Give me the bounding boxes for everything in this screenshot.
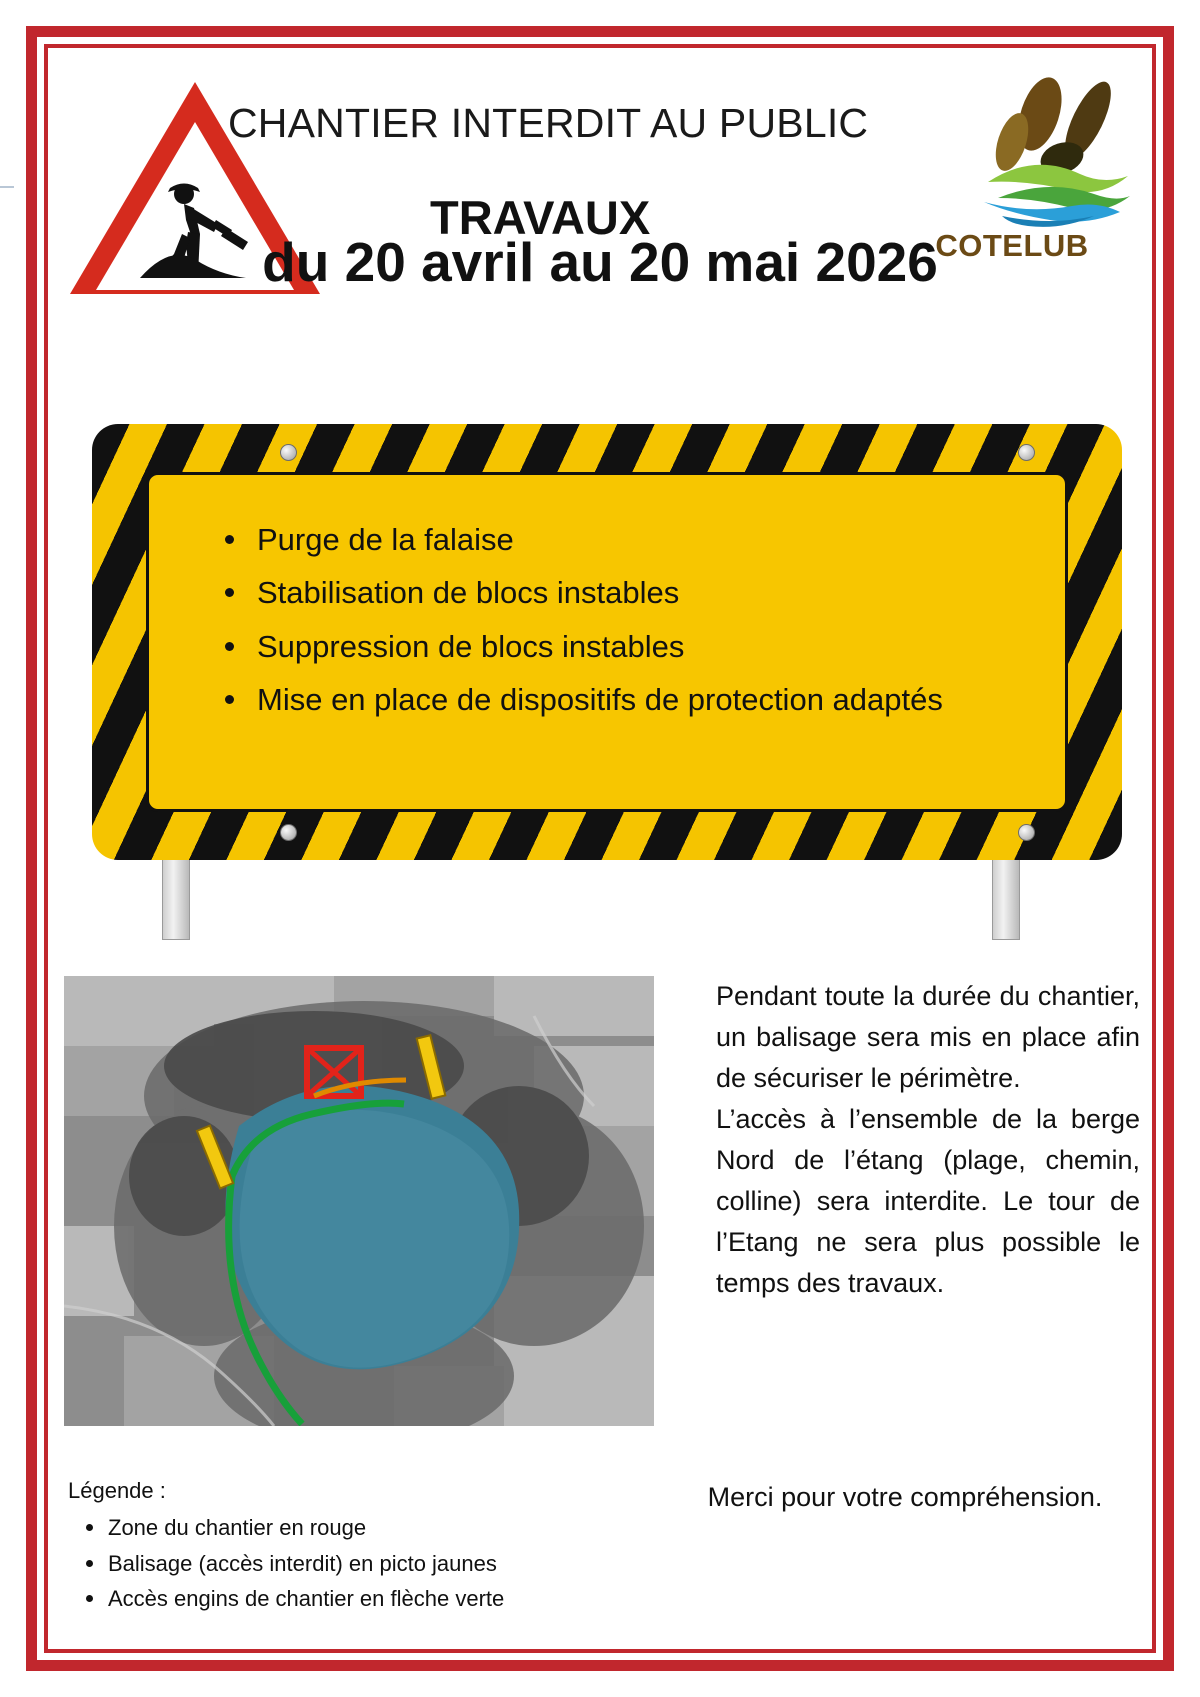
page-title-line1: CHANTIER INTERDIT AU PUBLIC [228,100,869,146]
list-item: Purge de la falaise [257,513,1017,566]
cotelub-logo-text: COTELUB [935,228,1089,263]
cotelub-logo-mark-icon [892,72,1132,232]
hazard-striped-panel [92,424,1122,860]
list-item: Suppression de blocs instables [257,620,1017,673]
body-text-block [716,976,1140,1304]
page-edge-mark [0,186,14,188]
tasks-list [149,475,1065,726]
list-item: Balisage (accès interdit) en picto jaunes [108,1546,668,1582]
bolt-icon [280,444,297,461]
bolt-icon [1018,444,1035,461]
page-title-line2: TRAVAUX [430,191,651,244]
works-sign-board [92,424,1122,944]
bolt-icon [280,824,297,841]
paragraph-acces: L’accès à l’ensemble de la berge Nord de l’étang (plage, chemin, colline) sera interdite. Le tour de l’Etang ne sera plus possible le temps des travaux. [716,1104,1140,1299]
list-item: Stabilisation de blocs instables [257,566,1017,619]
tasks-panel [146,472,1068,812]
legend-list [68,1510,668,1617]
page-title-dates: du 20 avril au 20 mai 2026 [262,231,938,293]
legend-title: Légende : [68,1478,166,1503]
thanks-text: Merci pour votre compréhension. [707,1482,1103,1512]
paragraph-balisage: Pendant toute la durée du chantier, un balisage sera mis en place afin de sécuriser le périmètre. [716,981,1140,1094]
list-item: Accès engins de chantier en flèche verte [108,1581,668,1617]
list-item: Zone du chantier en rouge [108,1510,668,1546]
legend [68,1478,668,1617]
aerial-map-photo [64,976,654,1426]
list-item: Mise en place de dispositifs de protection adaptés [257,673,1017,726]
bolt-icon [1018,824,1035,841]
